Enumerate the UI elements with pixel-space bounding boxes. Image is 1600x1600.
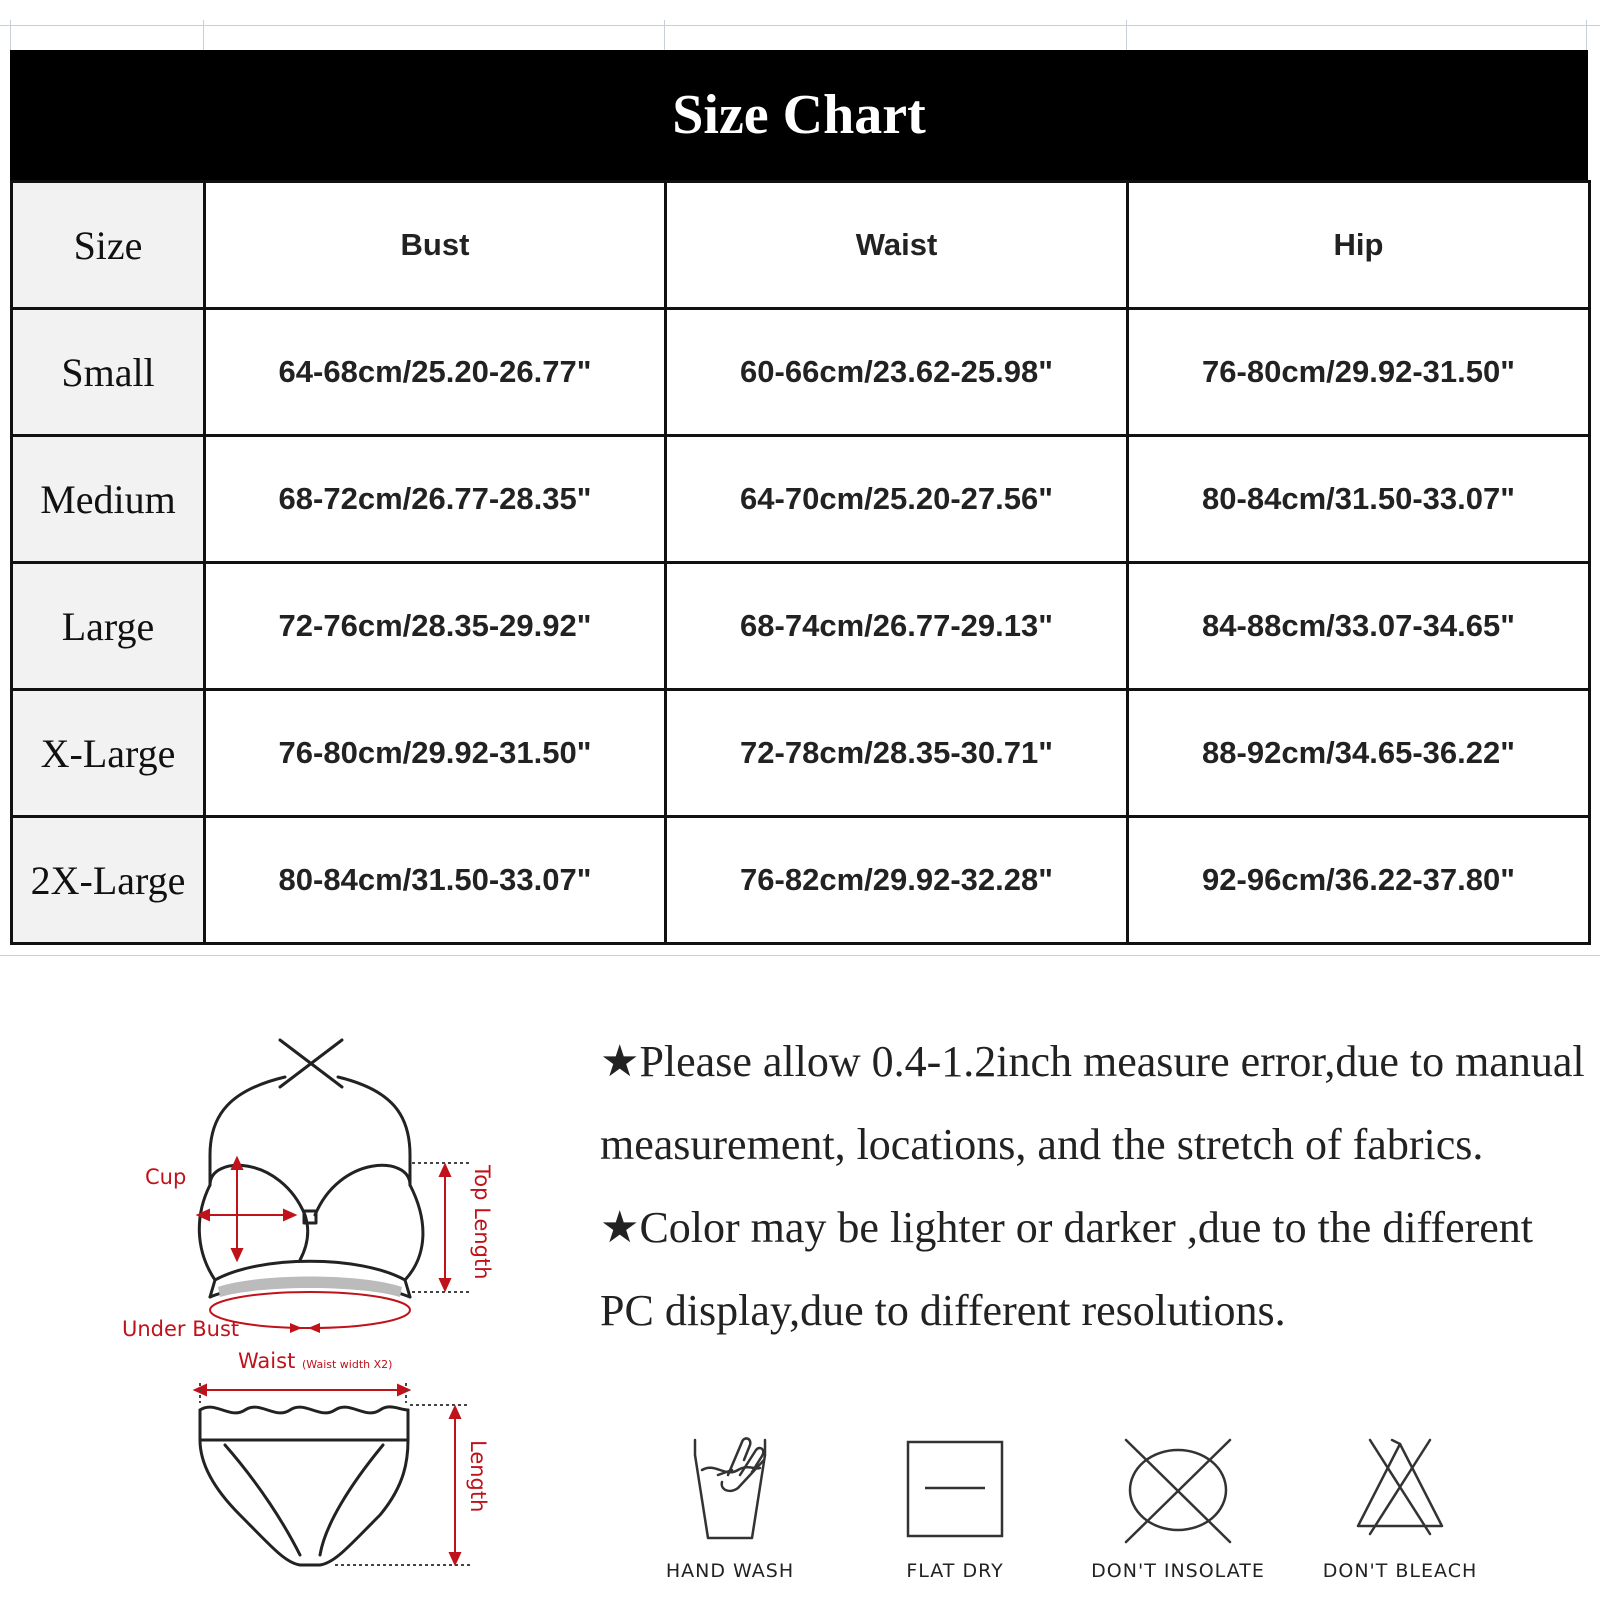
grid-line [0,955,1600,956]
waist-cell: 76-82cm/29.92-32.28" [666,817,1128,944]
measurement-diagram [110,1015,540,1595]
hip-cell: 80-84cm/31.50-33.07" [1128,436,1590,563]
flat-dry-icon [885,1430,1025,1550]
waist-label [238,1349,392,1373]
waist-cell: 64-70cm/25.20-27.56" [666,436,1128,563]
grid-line [1126,20,1127,50]
bust-cell: 80-84cm/31.50-33.07" [205,817,666,944]
care-dont-bleach [1300,1430,1500,1600]
table-row [12,563,1590,690]
note-measure-error: ★Please allow 0.4-1.2inch measure error,due to manual measurement, locations, and the stretch of fabrics. [600,1037,1585,1169]
care-dont-insolate [1078,1430,1278,1600]
care-label: DON'T BLEACH [1322,1560,1478,1582]
hip-cell: 88-92cm/34.65-36.22" [1128,690,1590,817]
hip-cell: 76-80cm/29.92-31.50" [1128,309,1590,436]
bust-cell: 76-80cm/29.92-31.50" [205,690,666,817]
waist-cell: 72-78cm/28.35-30.71" [666,690,1128,817]
size-cell: Medium [12,436,205,563]
cup-label: Cup [145,1165,187,1189]
size-table [10,180,1591,945]
top-length-label: Top Length [470,1165,494,1280]
size-cell: X-Large [12,690,205,817]
header-size: Size [12,182,205,309]
hip-cell: 84-88cm/33.07-34.65" [1128,563,1590,690]
dont-insolate-icon [1108,1430,1248,1550]
header-waist: Waist [666,182,1128,309]
grid-line [10,20,11,50]
waist-cell: 60-66cm/23.62-25.98" [666,309,1128,436]
bust-cell: 64-68cm/25.20-26.77" [205,309,666,436]
grid-line [203,20,204,50]
waist-cell: 68-74cm/26.77-29.13" [666,563,1128,690]
table-row [12,436,1590,563]
header-hip: Hip [1128,182,1590,309]
table-header-row [12,182,1590,309]
hip-cell: 92-96cm/36.22-37.80" [1128,817,1590,944]
table-row [12,309,1590,436]
length-label: Length [466,1440,490,1513]
care-hand-wash [630,1430,830,1600]
care-label: FLAT DRY [906,1560,1004,1582]
care-label: HAND WASH [665,1560,795,1582]
hand-wash-icon [660,1430,800,1550]
table-row [12,690,1590,817]
notes [600,1020,1590,1352]
header-bust: Bust [205,182,666,309]
grid-line [664,20,665,50]
dont-bleach-icon [1330,1430,1470,1550]
table-row [12,817,1590,944]
under-bust-label: Under Bust [122,1317,240,1341]
chart-title: Size Chart [10,50,1588,180]
size-chart [10,50,1588,945]
grid-line [0,25,1600,26]
size-cell: Small [12,309,205,436]
size-cell: 2X-Large [12,817,205,944]
care-label: DON'T INSOLATE [1091,1560,1265,1582]
bust-cell: 72-76cm/28.35-29.92" [205,563,666,690]
waist-label-text: Waist [238,1349,296,1373]
care-flat-dry [855,1430,1055,1600]
waist-note: (Waist width X2) [302,1358,393,1371]
bust-cell: 68-72cm/26.77-28.35" [205,436,666,563]
note-color: ★Color may be lighter or darker ,due to the different PC display,due to different resolutions. [600,1203,1534,1335]
size-cell: Large [12,563,205,690]
grid-line [1586,20,1587,50]
